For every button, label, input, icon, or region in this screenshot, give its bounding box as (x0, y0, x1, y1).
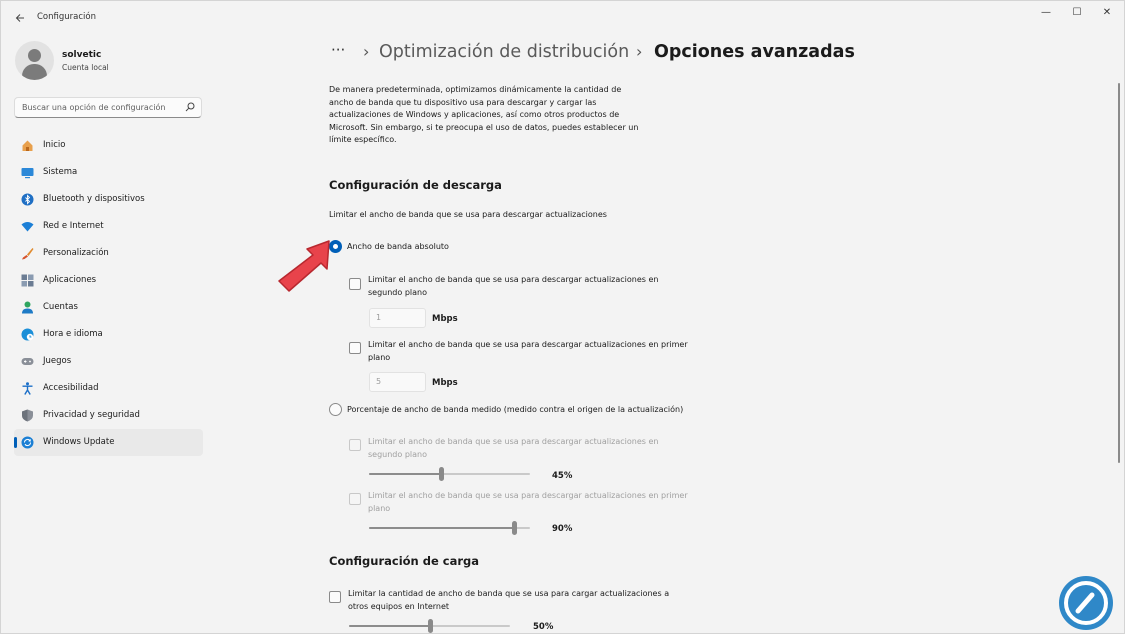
absolute-background-label: Limitar el ancho de banda que se usa para descargar actualizaciones en segundo plano (368, 275, 659, 297)
sidebar-item-label: Aplicaciones (43, 275, 97, 285)
sidebar-item-bluetooth[interactable] (14, 186, 203, 213)
wifi-icon (21, 220, 34, 233)
absolute-foreground-label: Limitar el ancho de banda que se usa para descargar actualizaciones en primer plano (368, 340, 688, 362)
sidebar-item-label: Hora e idioma (43, 329, 103, 339)
maximize-button[interactable]: ☐ (1072, 7, 1082, 18)
sidebar-item-label: Windows Update (43, 437, 115, 447)
update-icon (21, 436, 34, 449)
apps-icon (21, 274, 34, 287)
slider-thumb[interactable] (428, 619, 433, 633)
absolute-bandwidth-label: Ancho de banda absoluto (347, 242, 449, 251)
close-button[interactable]: ✕ (1102, 7, 1112, 18)
watermark-logo-icon (1056, 573, 1116, 633)
avatar[interactable] (15, 41, 54, 80)
page-title: Opciones avanzadas (654, 42, 855, 62)
percentage-background-value: 45% (552, 471, 573, 481)
upload-limit-value: 50% (533, 622, 554, 632)
sidebar-item-aplicaciones[interactable] (14, 267, 203, 294)
upload-limit-slider[interactable] (349, 621, 510, 631)
absolute-background-checkbox[interactable] (349, 278, 361, 290)
sidebar-item-sistema[interactable] (14, 159, 203, 186)
percentage-bandwidth-radio[interactable] (329, 403, 342, 416)
user-name: solvetic (62, 50, 102, 60)
sidebar-item-label: Privacidad y seguridad (43, 410, 140, 420)
sidebar-item-privacidad[interactable] (14, 402, 203, 429)
annotation-arrow-icon (273, 237, 335, 293)
sidebar-item-label: Sistema (43, 167, 78, 177)
home-icon (21, 139, 34, 152)
percentage-background-slider[interactable] (369, 469, 530, 479)
accessibility-icon (21, 382, 34, 395)
percentage-background-checkbox[interactable] (349, 439, 361, 451)
system-icon (21, 166, 34, 179)
brush-icon (21, 247, 34, 260)
selection-indicator (14, 437, 17, 448)
foreground-mbps-value: 5 (376, 377, 382, 386)
sidebar-item-personalizacion[interactable] (14, 240, 203, 267)
search-icon (185, 102, 195, 112)
percentage-foreground-slider[interactable] (369, 523, 530, 533)
account-type: Cuenta local (62, 63, 109, 72)
bluetooth-icon (21, 193, 34, 206)
background-mbps-value: 1 (376, 313, 382, 322)
sidebar-item-label: Inicio (43, 140, 66, 150)
percentage-background-label: Limitar el ancho de banda que se usa para descargar actualizaciones en segundo plano (368, 437, 659, 459)
percentage-bandwidth-label: Porcentaje de ancho de banda medido (medido contra el origen de la actualización) (347, 405, 684, 414)
sidebar-item-label: Red e Internet (43, 221, 104, 231)
background-mbps-unit: Mbps (432, 314, 458, 324)
download-section-title: Configuración de descarga (329, 178, 502, 192)
sidebar-item-label: Accesibilidad (43, 383, 99, 393)
app-title: Configuración (37, 12, 96, 22)
percentage-foreground-checkbox[interactable] (349, 493, 361, 505)
upload-limit-checkbox[interactable] (329, 591, 341, 603)
upload-section-title: Configuración de carga (329, 554, 480, 568)
sidebar-item-cuentas[interactable] (14, 294, 203, 321)
sidebar-item-label: Juegos (43, 356, 72, 366)
download-section-subtitle: Limitar el ancho de banda que se usa para descargar actualizaciones (329, 210, 607, 219)
sidebar-nav (14, 132, 203, 456)
background-mbps-input[interactable] (369, 308, 426, 328)
percentage-foreground-label: Limitar el ancho de banda que se usa para descargar actualizaciones en primer plano (368, 491, 688, 513)
search-input[interactable] (14, 97, 202, 118)
sidebar-item-accesibilidad[interactable] (14, 375, 203, 402)
sidebar-item-label: Cuentas (43, 302, 78, 312)
search-placeholder: Buscar una opción de configuración (22, 103, 166, 112)
slider-thumb[interactable] (439, 467, 444, 481)
slider-thumb[interactable] (512, 521, 517, 535)
upload-limit-label: Limitar la cantidad de ancho de banda que se usa para cargar actualizaciones a otros equipos en Internet (348, 589, 670, 611)
page-description: De manera predeterminada, optimizamos dinámicamente la cantidad de ancho de banda que tu dispositivo usa para descargar y cargar las actualizaciones de Windows y aplicaciones, así como otros productos de Microsoft. Sin embargo, si te preocupa el uso de datos, puedes establecer un límite específico. (329, 85, 639, 145)
gamepad-icon (21, 355, 34, 368)
accounts-icon (21, 301, 34, 314)
sidebar-item-red[interactable] (14, 213, 203, 240)
vertical-scrollbar[interactable] (1118, 83, 1120, 463)
back-arrow-icon (15, 13, 25, 23)
percentage-foreground-value: 90% (552, 524, 573, 534)
breadcrumb-more-button[interactable]: ··· (331, 41, 346, 59)
breadcrumb-parent-link[interactable]: Optimización de distribución (379, 42, 630, 62)
foreground-mbps-input[interactable] (369, 372, 426, 392)
sidebar-item-windows-update[interactable] (14, 429, 203, 456)
minimize-button[interactable]: — (1041, 7, 1051, 18)
globe-icon (21, 328, 34, 341)
title-bar (1, 1, 1125, 35)
foreground-mbps-unit: Mbps (432, 378, 458, 388)
chevron-right-icon: › (636, 42, 643, 61)
shield-icon (21, 409, 34, 422)
sidebar-item-inicio[interactable] (14, 132, 203, 159)
sidebar-item-hora[interactable] (14, 321, 203, 348)
sidebar-item-juegos[interactable] (14, 348, 203, 375)
back-button[interactable] (9, 8, 31, 28)
sidebar-item-label: Personalización (43, 248, 109, 258)
sidebar-item-label: Bluetooth y dispositivos (43, 194, 145, 204)
chevron-right-icon: › (363, 42, 370, 61)
absolute-foreground-checkbox[interactable] (349, 342, 361, 354)
